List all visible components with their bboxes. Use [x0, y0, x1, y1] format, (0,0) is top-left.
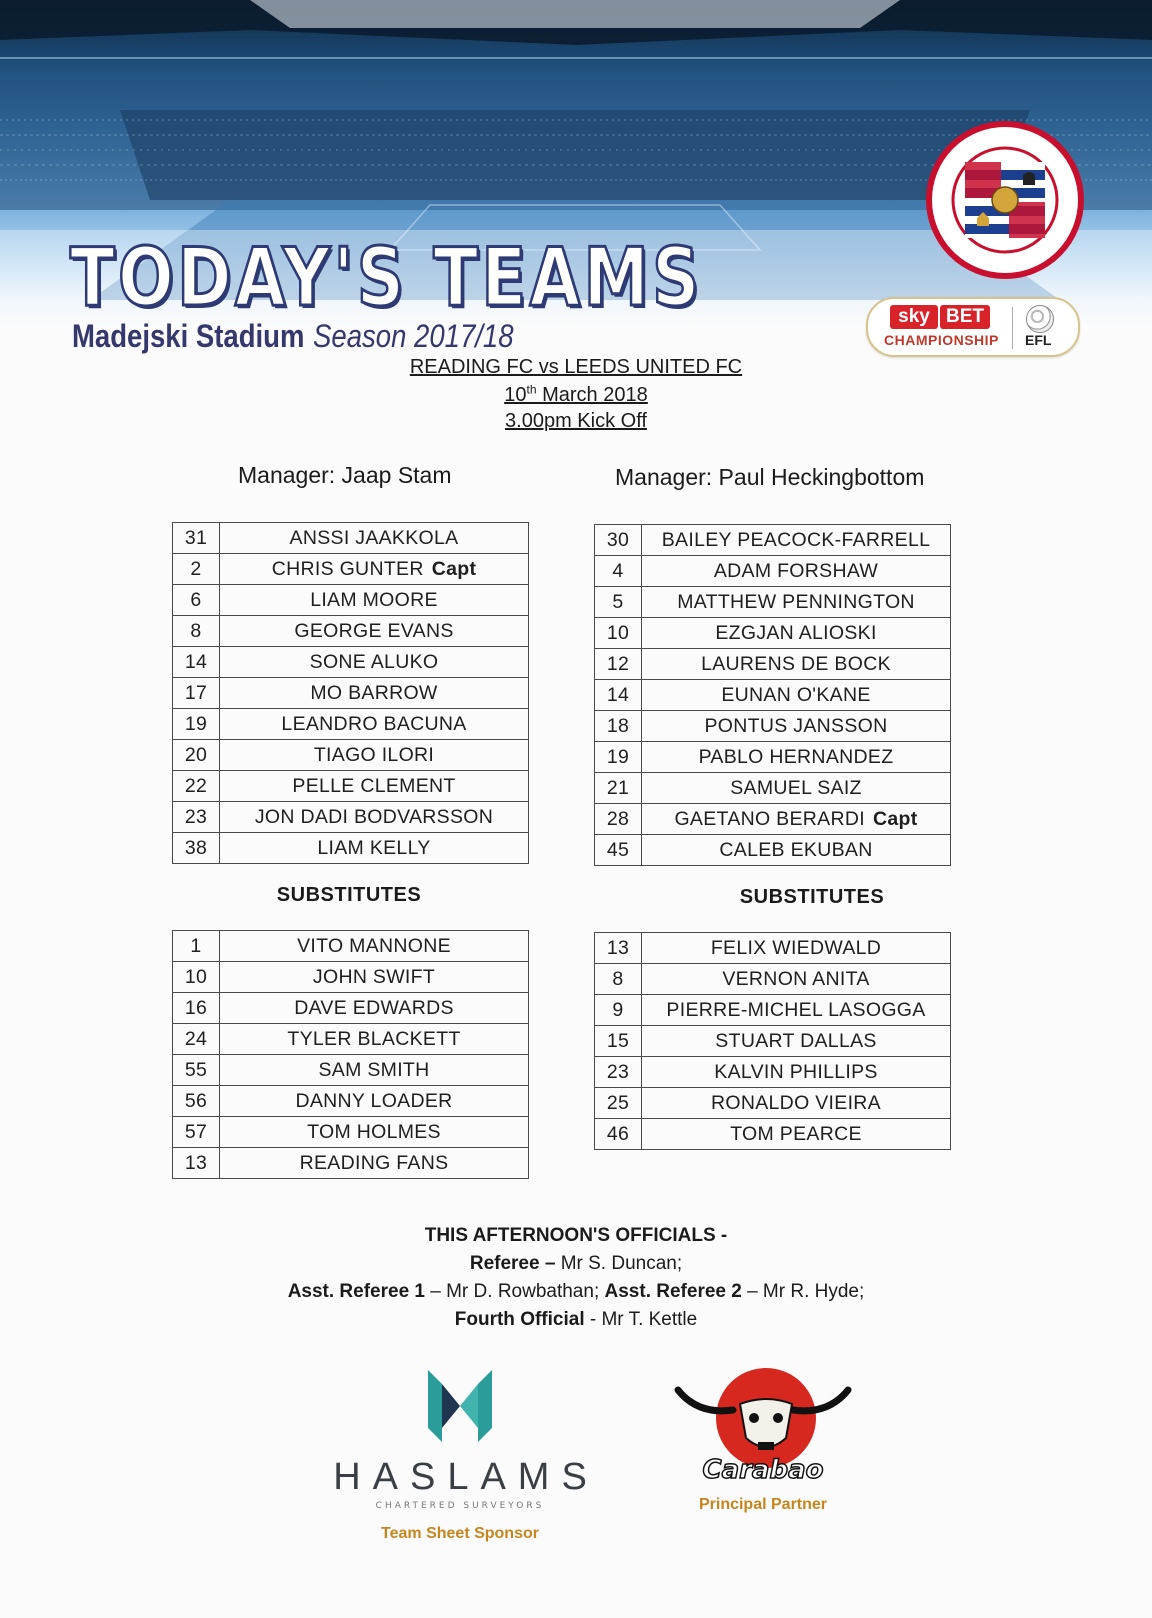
shirt-number: 24: [173, 1024, 220, 1055]
referee-name: Mr S. Duncan;: [555, 1253, 683, 1274]
home-manager: Manager: Jaap Stam: [238, 462, 452, 488]
shirt-number: 4: [595, 556, 642, 587]
player-name-cell: [642, 742, 951, 773]
fixture-line: [0, 356, 1152, 379]
home-starting-lineup: [172, 522, 529, 864]
player-name: TOM PEARCE: [730, 1123, 862, 1145]
away-starting-lineup: [594, 524, 951, 866]
roster-row: [173, 1055, 529, 1086]
referee-label: Referee –: [469, 1253, 556, 1274]
kickoff-line: [0, 410, 1152, 433]
captain-badge: Capt: [431, 558, 477, 580]
player-name-cell: [642, 587, 951, 618]
bet-wordmark: BET: [940, 305, 990, 329]
roster-row: [595, 773, 951, 804]
roster-row: [173, 647, 529, 678]
shirt-number: 1: [173, 931, 220, 962]
assistant-referees-line: [0, 1278, 1152, 1306]
logo-divider: [1012, 307, 1013, 349]
player-name: ANSSI JAAKKOLA: [289, 527, 459, 549]
shirt-number: 22: [173, 771, 220, 802]
player-name: CALEB EKUBAN: [719, 839, 873, 861]
shirt-number: 17: [173, 678, 220, 709]
player-name-cell: [220, 647, 529, 678]
haslams-logo-icon: [420, 1370, 500, 1442]
fourth-official-line: [0, 1306, 1152, 1334]
roster-row: [173, 1086, 529, 1117]
kickoff: 3.00pm Kick Off: [505, 410, 647, 432]
referee-line: [0, 1250, 1152, 1278]
roster-row: [173, 678, 529, 709]
roster-row: [173, 1024, 529, 1055]
roster-row: [595, 1057, 951, 1088]
player-name-cell: [220, 1117, 529, 1148]
shirt-number: 5: [595, 587, 642, 618]
asst2-label: Asst. Referee 2: [604, 1281, 742, 1302]
roster-row: [595, 1026, 951, 1057]
roster-row: [173, 554, 529, 585]
roster-row: [173, 616, 529, 647]
player-name: ADAM FORSHAW: [713, 560, 879, 582]
player-name: PELLE CLEMENT: [292, 775, 456, 797]
player-name: CHRIS GUNTER: [271, 558, 424, 580]
player-name-cell: [220, 1086, 529, 1117]
roster-row: [595, 964, 951, 995]
roster-row: [595, 680, 951, 711]
player-name: PABLO HERNANDEZ: [698, 746, 894, 768]
player-name-cell: [220, 678, 529, 709]
roster-row: [595, 711, 951, 742]
haslams-tagline: CHARTERED SURVEYORS: [375, 1501, 545, 1511]
player-name: VITO MANNONE: [297, 935, 451, 957]
player-name-cell: [220, 740, 529, 771]
roster-row: [595, 742, 951, 773]
captain-badge: Capt: [872, 808, 918, 830]
shirt-number: 8: [173, 616, 220, 647]
season-label: Season 2017/18: [313, 318, 514, 354]
date-suffix: th: [526, 382, 537, 396]
date-line: [0, 382, 1152, 407]
roster-row: [173, 993, 529, 1024]
player-name-cell: [642, 711, 951, 742]
shirt-number: 38: [173, 833, 220, 864]
player-name: BAILEY PEACOCK-FARRELL: [661, 529, 931, 551]
player-name: TOM HOLMES: [307, 1121, 441, 1143]
officials-block: [0, 1222, 1152, 1334]
player-name: PONTUS JANSSON: [704, 715, 888, 737]
shirt-number: 19: [173, 709, 220, 740]
player-name-cell: [642, 1026, 951, 1057]
player-name-cell: [642, 995, 951, 1026]
venue-season: [72, 318, 514, 355]
efl-ball-icon: [1026, 305, 1054, 333]
player-name: KALVIN PHILLIPS: [714, 1061, 878, 1083]
player-name: MATTHEW PENNINGTON: [677, 591, 915, 613]
roster-row: [595, 804, 951, 835]
shirt-number: 30: [595, 525, 642, 556]
roster-row: [595, 995, 951, 1026]
away-substitutes: [594, 932, 951, 1150]
player-name-cell: [220, 833, 529, 864]
shirt-number: 57: [173, 1117, 220, 1148]
player-name: LEANDRO BACUNA: [281, 713, 467, 735]
player-name: SAM SMITH: [318, 1059, 430, 1081]
player-name: READING FANS: [299, 1152, 449, 1174]
roster-row: [173, 585, 529, 616]
team-sheet-sponsor-caption: Team Sheet Sponsor: [381, 1525, 539, 1542]
crest-icon: [925, 120, 1085, 280]
player-name-cell: [642, 618, 951, 649]
home-substitutes-heading: SUBSTITUTES: [276, 884, 422, 906]
shirt-number: 2: [173, 554, 220, 585]
roster-row: [595, 587, 951, 618]
player-name: LIAM MOORE: [310, 589, 438, 611]
principal-partner-caption: Principal Partner: [698, 1496, 828, 1513]
player-name: VERNON ANITA: [722, 968, 870, 990]
shirt-number: 31: [173, 523, 220, 554]
player-name-cell: [220, 931, 529, 962]
shirt-number: 14: [595, 680, 642, 711]
player-name-cell: [642, 525, 951, 556]
shirt-number: 23: [595, 1057, 642, 1088]
shirt-number: 10: [595, 618, 642, 649]
player-name: SONE ALUKO: [309, 651, 439, 673]
date-day: 10: [504, 383, 527, 406]
shirt-number: 13: [595, 933, 642, 964]
shirt-number: 16: [173, 993, 220, 1024]
player-name-cell: [642, 1088, 951, 1119]
shirt-number: 13: [173, 1148, 220, 1179]
asst1-name: – Mr D. Rowbathan;: [424, 1281, 605, 1302]
reading-fc-crest: [925, 120, 1085, 280]
player-name-cell: [642, 1119, 951, 1150]
player-name-cell: [220, 709, 529, 740]
roster-row: [173, 802, 529, 833]
player-name: FELIX WIEDWALD: [710, 937, 882, 959]
player-name: PIERRE-MICHEL LASOGGA: [666, 999, 926, 1021]
player-name-cell: [642, 804, 951, 835]
player-name-cell: [220, 1055, 529, 1086]
player-name-cell: [642, 773, 951, 804]
roster-row: [173, 709, 529, 740]
shirt-number: 10: [173, 962, 220, 993]
asst2-name: – Mr R. Hyde;: [741, 1281, 865, 1302]
player-name-cell: [642, 933, 951, 964]
fourth-name: - Mr T. Kettle: [584, 1309, 698, 1330]
roster-row: [173, 962, 529, 993]
shirt-number: 25: [595, 1088, 642, 1119]
shirt-number: 20: [173, 740, 220, 771]
player-name: EUNAN O'KANE: [721, 684, 871, 706]
shirt-number: 55: [173, 1055, 220, 1086]
match-date: [504, 384, 647, 406]
shirt-number: 6: [173, 585, 220, 616]
roster-row: [173, 523, 529, 554]
haslams-sponsor: [300, 1370, 620, 1543]
player-name: LAURENS DE BOCK: [701, 653, 891, 675]
player-name: SAMUEL SAIZ: [730, 777, 862, 799]
player-name: RONALDO VIEIRA: [711, 1092, 881, 1114]
player-name-cell: [220, 1148, 529, 1179]
player-name-cell: [642, 964, 951, 995]
away-substitutes-heading: SUBSTITUTES: [739, 886, 885, 908]
shirt-number: 45: [595, 835, 642, 866]
roster-row: [595, 649, 951, 680]
shirt-number: 18: [595, 711, 642, 742]
player-name-cell: [220, 585, 529, 616]
carabao-sponsor: [668, 1360, 858, 1514]
efl-wordmark: EFL: [1025, 332, 1052, 348]
roster-row: [595, 618, 951, 649]
shirt-number: 8: [595, 964, 642, 995]
player-name-cell: [220, 1024, 529, 1055]
player-name: TIAGO ILORI: [313, 744, 435, 766]
player-name-cell: [220, 523, 529, 554]
player-name: GAETANO BERARDI: [674, 808, 865, 830]
officials-heading: THIS AFTERNOON'S OFFICIALS -: [424, 1225, 728, 1246]
player-name-cell: [642, 649, 951, 680]
player-name: LIAM KELLY: [317, 837, 431, 859]
player-name-cell: [642, 835, 951, 866]
shirt-number: 15: [595, 1026, 642, 1057]
player-name-cell: [642, 1057, 951, 1088]
shirt-number: 28: [595, 804, 642, 835]
carabao-logo-icon: [668, 1360, 858, 1490]
roster-row: [595, 525, 951, 556]
asst1-label: Asst. Referee 1: [287, 1281, 425, 1302]
player-name: JOHN SWIFT: [312, 966, 436, 988]
sky-bet-championship-logo: [866, 297, 1080, 357]
player-name: JON DADI BODVARSSON: [254, 806, 494, 828]
roster-row: [595, 933, 951, 964]
player-name-cell: [220, 771, 529, 802]
player-name: DAVE EDWARDS: [294, 997, 454, 1019]
player-name-cell: [220, 554, 529, 585]
player-name: EZGJAN ALIOSKI: [715, 622, 877, 644]
fixture: READING FC vs LEEDS UNITED FC: [409, 356, 743, 378]
roster-row: [173, 740, 529, 771]
date-rest: March 2018: [536, 383, 648, 406]
shirt-number: 14: [173, 647, 220, 678]
venue-name: Madejski Stadium: [72, 318, 305, 354]
sky-wordmark: sky: [890, 305, 938, 329]
roster-row: [173, 833, 529, 864]
roster-row: [595, 1119, 951, 1150]
shirt-number: 56: [173, 1086, 220, 1117]
roster-row: [173, 1117, 529, 1148]
shirt-number: 9: [595, 995, 642, 1026]
roster-row: [595, 835, 951, 866]
shirt-number: 46: [595, 1119, 642, 1150]
shirt-number: 23: [173, 802, 220, 833]
away-manager: Manager: Paul Heckingbottom: [615, 464, 925, 490]
player-name: MO BARROW: [310, 682, 438, 704]
championship-wordmark: CHAMPIONSHIP: [884, 332, 999, 348]
roster-row: [595, 1088, 951, 1119]
roster-row: [173, 931, 529, 962]
roster-row: [173, 771, 529, 802]
player-name: STUART DALLAS: [715, 1030, 877, 1052]
player-name-cell: [220, 802, 529, 833]
player-name-cell: [220, 616, 529, 647]
player-name-cell: [642, 556, 951, 587]
home-substitutes: [172, 930, 529, 1179]
player-name: TYLER BLACKETT: [287, 1028, 461, 1050]
player-name: GEORGE EVANS: [294, 620, 454, 642]
player-name-cell: [220, 962, 529, 993]
shirt-number: 21: [595, 773, 642, 804]
roster-row: [173, 1148, 529, 1179]
fourth-label: Fourth Official: [454, 1309, 585, 1330]
haslams-wordmark: HASLAMS: [333, 1456, 599, 1498]
page-title: TODAY'S TEAMS: [70, 231, 703, 324]
shirt-number: 19: [595, 742, 642, 773]
player-name-cell: [220, 993, 529, 1024]
roster-row: [595, 556, 951, 587]
shirt-number: 12: [595, 649, 642, 680]
carabao-wordmark: Carabao: [702, 1455, 824, 1485]
player-name: DANNY LOADER: [295, 1090, 453, 1112]
player-name-cell: [642, 680, 951, 711]
